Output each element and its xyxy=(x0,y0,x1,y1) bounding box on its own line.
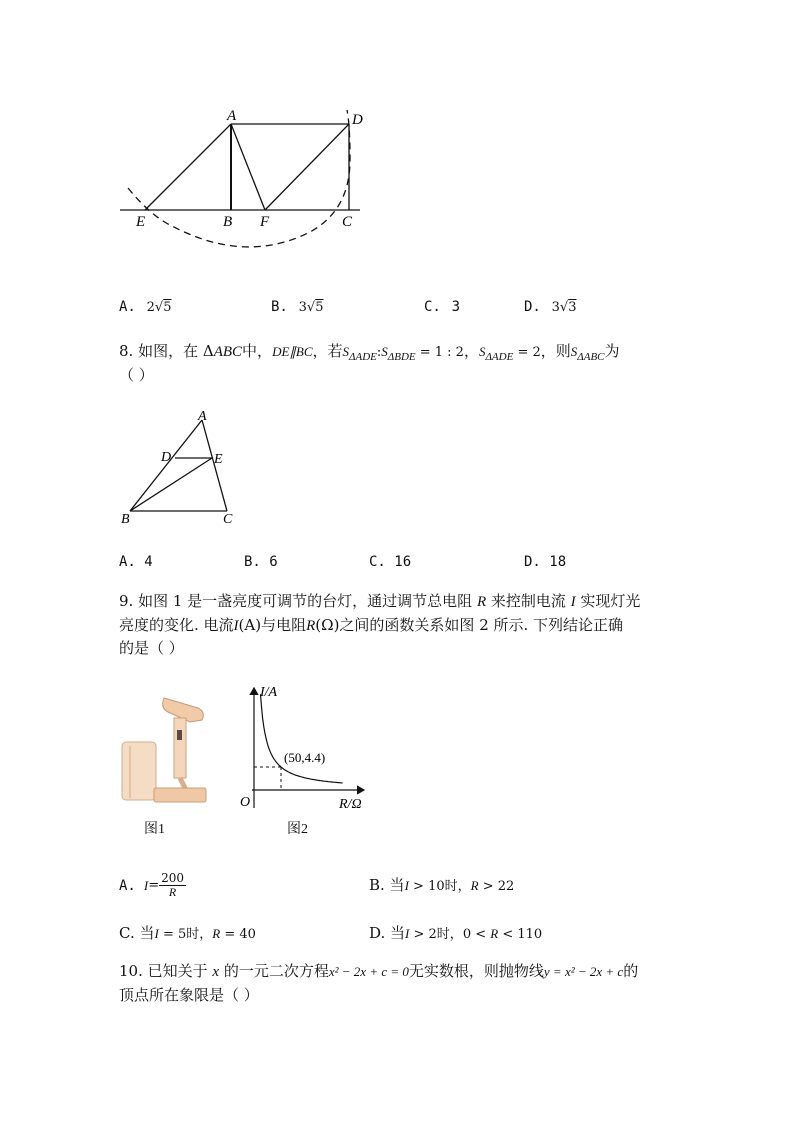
q9-option-d: D. 当I > 2时，0 < R < 110 xyxy=(369,924,543,942)
label-B: B xyxy=(121,512,130,527)
q7-option-b: B. 3√5 xyxy=(271,299,324,315)
fig1-caption: 图1 xyxy=(144,822,165,837)
q8-option-d: D. 18 xyxy=(524,554,567,570)
label-A: A xyxy=(227,108,237,124)
hyperbola-curve xyxy=(261,694,343,783)
label-E: E xyxy=(136,214,146,230)
q10-stem-line1: 10. 已知关于 x 的一元二次方程x² − 2x + c = 0无实数根，则抛物线y = x² − 2x + c的 xyxy=(119,962,639,980)
q9-option-b: B. 当I > 10时，R > 22 xyxy=(369,876,515,894)
q9-option-a: A. I = $\frac{200}{R}$ xyxy=(119,871,185,899)
fraction: $\frac{200}{R}$ xyxy=(161,871,185,899)
x-axis-label: R/Ω xyxy=(339,797,362,812)
q9-stem-line3: 的是（ ） xyxy=(119,639,184,657)
q9-option-c: C. 当I = 5时，R = 40 xyxy=(119,924,256,942)
q10-stem-line2: 顶点所在象限是（ ） xyxy=(119,986,259,1004)
lamp-folded-body xyxy=(122,742,156,800)
dashed-arc xyxy=(128,110,350,247)
segment-AF xyxy=(231,124,265,210)
desk-lamp-photo xyxy=(116,690,211,810)
y-axis-label: I/A xyxy=(260,685,278,700)
label-D: D xyxy=(352,112,363,128)
segment-BE xyxy=(130,458,212,511)
lamp-base xyxy=(154,788,206,802)
label-C: C xyxy=(223,512,233,527)
q8-option-a: A. 4 xyxy=(119,554,153,570)
q8-figure xyxy=(115,405,245,530)
q9-stem-line1: 9. 如图 1 是一盏亮度可调节的台灯，通过调节总电阻 R 来控制电流 I 实现灯光 xyxy=(119,592,641,610)
q8-answer-paren: （ ） xyxy=(119,366,154,384)
label-F: F xyxy=(260,214,270,230)
label-C: C xyxy=(342,214,353,230)
q9-stem-line2: 亮度的变化. 电流I(A)与电阻R(Ω)之间的函数关系如图 2 所示. 下列结论正确 xyxy=(119,616,624,634)
label-A: A xyxy=(198,409,207,424)
q7-option-d: D. 3√3 xyxy=(524,299,577,315)
q7-figure xyxy=(110,100,380,250)
origin-label: O xyxy=(240,795,251,810)
label-E: E xyxy=(214,452,223,467)
segment-FD xyxy=(265,124,349,210)
current-resistance-graph xyxy=(234,680,374,815)
label-B: B xyxy=(223,214,233,230)
segment-AB xyxy=(130,420,202,511)
q8-option-c: C. 16 xyxy=(369,554,412,570)
segment-AE xyxy=(145,124,231,210)
lamp-display xyxy=(177,730,182,740)
lamp-arm xyxy=(174,718,186,778)
q7-option-a: A. 2√5 xyxy=(119,299,172,315)
fig2-caption: 图2 xyxy=(287,822,308,837)
q8-option-b: B. 6 xyxy=(244,554,278,570)
point-label: (50,4.4) xyxy=(284,750,326,765)
label-D: D xyxy=(161,450,172,465)
q8-stem-line1: 8. 如图，在 ΔABC中，DE∥BC，若$S_{\Delta ADE}:S_{\Delta BDE} = 1$ : 2，$S_{\Delta ADE} = 2$，则$S_{\Delta ABC}$为 xyxy=(119,342,620,363)
q7-option-c: C. 3 xyxy=(424,299,461,315)
